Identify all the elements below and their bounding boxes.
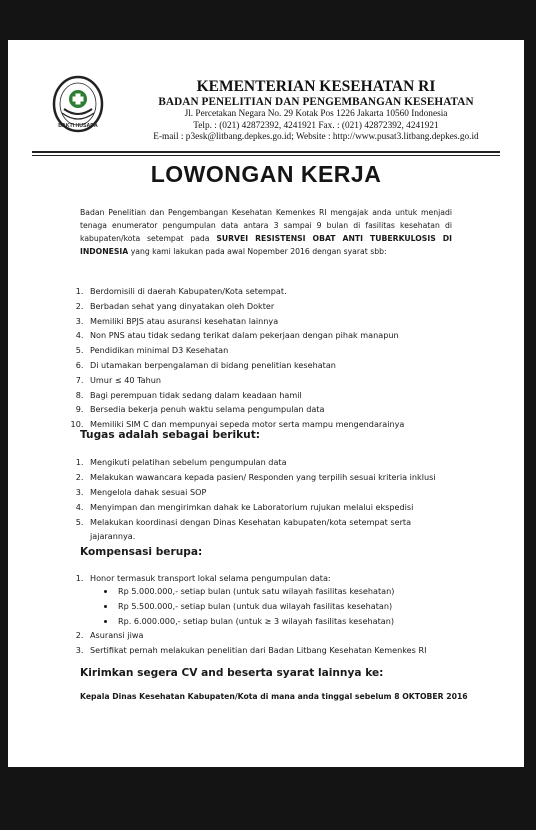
intro-survey-name: SURVEI RESISTENSI OBAT ANTI TUBERKULOSIS DI INDONESIA [80, 234, 452, 256]
list-item: 2. Berbadan sehat yang dinyatakan oleh Dokter [86, 299, 404, 314]
ministry-title: KEMENTERIAN KESEHATAN RI [196, 78, 436, 95]
list-item: 1. Mengikuti pelatihan sebelum pengumpulan data [86, 456, 446, 470]
list-item: 3. Memiliki BPJS atau asuransi kesehatan lainnya [86, 314, 404, 329]
closing-line: Kepala Dinas Kesehatan Kabupaten/Kota di mana anda tinggal sebelum 8 OKTOBER 2016 [80, 692, 468, 701]
agency-subtitle: BADAN PENELITIAN DAN PENGEMBANGAN KESEHATAN [158, 96, 474, 108]
list-item: 3. Mengelola dahak sesuai SOP [86, 486, 446, 500]
list-item: 3. Sertifikat pernah melakukan penelitian dari Badan Litbang Kesehatan Kemenkes RI [86, 644, 446, 657]
list-item: 4. Non PNS atau tidak sedang terikat dalam pekerjaan dengan pihak manapun [86, 328, 404, 343]
letterhead-text [116, 78, 516, 144]
list-item: 9. Bersedia bekerja penuh waktu selama pengumpulan data [86, 402, 404, 417]
email-line: E-mail : p3esk@litbang.depkes.go.id; Website : http://www.pusat3.litbang.depkes.go.id [153, 132, 479, 142]
intro-text-1: Badan Penelitian dan Pengembangan Kesehatan Kemenkes RI mengajak anda untuk menjadi tenaga enumerator pengumpulan data antara 3 sampai 9 bulan di fasilitas kesehatan di kabupaten/kota setempat pada [80, 208, 452, 243]
page-title: LOWONGAN KERJA [150, 161, 382, 187]
sub-list-item: • Rp. 6.000.000,- setiap bulan (untuk ≥ 3 wilayah fasilitas kesehatan) [116, 615, 446, 628]
intro-text-2: yang kami lakukan pada awal Nopember 2016 dengan syarat sbb: [128, 247, 387, 256]
address-line: Jl. Percetakan Negara No. 29 Kotak Pos 1226 Jakarta 10560 Indonesia [184, 109, 448, 119]
sub-list-item: • Rp 5.000.000,- setiap bulan (untuk satu wilayah fasilitas kesehatan) [116, 585, 446, 598]
list-item: 6. Di utamakan berpengalaman di bidang penelitian kesehatan [86, 358, 404, 373]
list-item: 5. Melakukan koordinasi dengan Dinas Kesehatan kabupaten/kota setempat serta jajarannya. [86, 516, 446, 543]
document-page [8, 40, 524, 767]
list-item: 2. Melakukan wawancara kepada pasien/ Responden yang terpilih sesuai kriteria inklusi [86, 471, 446, 485]
list-item: 4. Menyimpan dan mengirimkan dahak ke Laboratorium rujukan melalui ekspedisi [86, 501, 446, 515]
list-item: 5. Pendidikan minimal D3 Kesehatan [86, 343, 404, 358]
letterhead-divider-thick [32, 151, 500, 153]
tasks-list [62, 456, 446, 545]
honor-text: Honor termasuk transport lokal selama pengumpulan data: [90, 573, 331, 583]
list-item [86, 572, 446, 628]
letterhead [8, 40, 524, 160]
list-item: 8. Bagi perempuan tidak sedang dalam keadaan hamil [86, 388, 404, 403]
compensation-heading: Kompensasi berupa: [80, 546, 203, 558]
list-item: 10. Memiliki SIM C dan mempunyai sepeda motor serta mampu mengendarainya [86, 417, 404, 432]
bakti-husada-logo-icon [52, 75, 104, 133]
send-heading: Kirimkan segera CV and beserta syarat lainnya ke: [80, 667, 384, 679]
honor-sublist [90, 585, 446, 628]
list-item: 7. Umur ≤ 40 Tahun [86, 373, 404, 388]
letterhead-divider-thin [32, 155, 500, 156]
compensation-list [62, 572, 446, 659]
sub-list-item: • Rp 5.500.000,- setiap bulan (untuk dua wilayah fasilitas kesehatan) [116, 600, 446, 613]
tasks-heading: Tugas adalah sebagai berikut: [80, 429, 261, 441]
intro-paragraph [80, 206, 452, 258]
list-item: 1. Berdomisili di daerah Kabupaten/Kota setempat. [86, 284, 404, 299]
logo-text: BAKTI HUSADA [58, 123, 98, 129]
list-item: 2. Asuransi jiwa [86, 629, 446, 642]
phone-line: Telp. : (021) 42872392, 4241921 Fax. : (021) 42872392, 4241921 [193, 120, 439, 131]
requirements-list [62, 284, 404, 432]
